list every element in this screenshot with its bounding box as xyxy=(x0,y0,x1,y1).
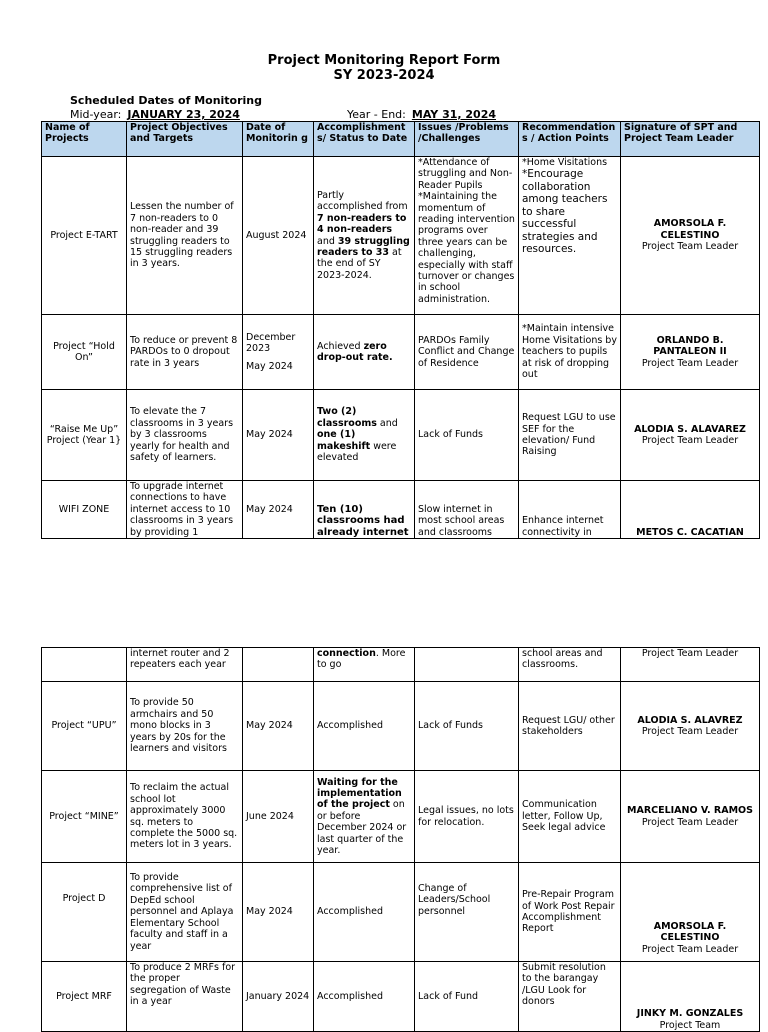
project-objective: internet router and 2 repeaters each year xyxy=(127,648,243,682)
acc-text: on or before December 2024 or last quarter of the year. xyxy=(317,799,407,857)
recommendations: Submit resolution to the barangay /LGU Look for donors xyxy=(519,962,621,1032)
recommendations xyxy=(519,157,621,315)
project-objective: To reclaim the actual school lot approximately 3000 sq. meters to complete the 5000 sq. meters lot in 3 years. xyxy=(127,771,243,863)
date-a: December 2023 xyxy=(246,331,296,355)
form-title: Project Monitoring Report Form xyxy=(267,53,501,68)
acc-text: and xyxy=(376,417,398,429)
project-name: Project “MINE” xyxy=(42,771,127,863)
col-header-objectives: Project Objectives and Targets xyxy=(127,122,243,157)
accomplishment xyxy=(314,648,415,682)
project-name: Project “Hold On” xyxy=(42,315,127,390)
report-table-page2 xyxy=(41,647,760,1032)
recommendations: Request LGU to use SEF for the elevation/ Fund Raising xyxy=(519,390,621,481)
midyear-date: JANUARY 23, 2024 xyxy=(127,108,240,121)
monitoring-date: May 2024 xyxy=(243,481,314,539)
yearend-line xyxy=(347,108,496,121)
signatory-name: ALODIA S. ALAVREZ xyxy=(637,714,743,726)
col-header-issues: Issues /Problems /Challenges xyxy=(415,122,519,157)
signature xyxy=(621,390,760,481)
accomplishment xyxy=(314,390,415,481)
signature xyxy=(621,771,760,863)
table-row xyxy=(42,315,760,390)
project-objective: To provide 50 armchairs and 50 mono blocks in 3 years by 20s for the learners and visitors xyxy=(127,682,243,771)
acc-bold: zero drop-out rate. xyxy=(317,340,393,363)
monitoring-date: August 2024 xyxy=(243,157,314,315)
form-subtitle: SY 2023-2024 xyxy=(333,68,435,83)
signature xyxy=(621,682,760,771)
project-objective: To elevate the 7 classrooms in 3 years by 3 classrooms yearly for health and safety of learners. xyxy=(127,390,243,481)
col-header-signature: Signature of SPT and Project Team Leader xyxy=(621,122,760,157)
signatory-role: Project Team Leader xyxy=(641,357,739,369)
acc-bold: Two (2) classrooms xyxy=(317,406,377,429)
issues: Change of Leaders/School personnel xyxy=(415,863,519,962)
project-name: Project “UPU” xyxy=(42,682,127,771)
signatory-role: Project Team Leader xyxy=(641,726,739,737)
acc-bold: Waiting for the implementation of the project xyxy=(317,776,402,811)
recommendations: Pre-Repair Program of Work Post Repair Accomplishment Report xyxy=(519,863,621,962)
signatory-name: ALODIA S. ALAVAREZ xyxy=(634,423,746,435)
table-row xyxy=(42,682,760,771)
monitoring-date: May 2024 xyxy=(243,863,314,962)
issues: *Attendance of struggling and Non-Reader Pupils *Maintaining the momentum of reading intervention programs over three years can be challenging, especially with staff turnover or changes in school administration. xyxy=(415,157,519,315)
col-header-accomplishments: Accomplishment s/ Status to Date xyxy=(314,122,415,157)
signature xyxy=(621,962,760,1032)
table-row xyxy=(42,157,760,315)
signatory-role: Project Team Leader xyxy=(641,943,739,955)
issues: Slow internet in most school areas and classrooms xyxy=(415,481,519,539)
monitoring-date xyxy=(243,315,314,390)
issues: PARDOs Family Conflict and Change of Residence xyxy=(415,315,519,390)
signatory-role: Project Team Leader xyxy=(641,648,739,659)
signature xyxy=(621,157,760,315)
yearend-date: MAY 31, 2024 xyxy=(411,108,497,121)
scheduled-dates-label: Scheduled Dates of Monitoring xyxy=(70,94,263,107)
table-row xyxy=(42,771,760,863)
project-name: “Raise Me Up” Project (Year 1} xyxy=(42,390,127,481)
table-row xyxy=(42,648,760,682)
signatory-name: AMORSOLA F. CELESTINO xyxy=(653,920,727,944)
acc-text: at the end of SY 2023-2024. xyxy=(317,246,402,281)
signatory-name: ORLANDO B. PANTALEON II xyxy=(653,334,727,358)
table-row xyxy=(42,390,760,481)
signatory-name: JINKY M. GONZALES xyxy=(636,1008,744,1020)
recommendations: Enhance internet connectivity in xyxy=(519,481,621,539)
project-objective: To reduce or prevent 8 PARDOs to 0 dropout rate in 3 years xyxy=(127,315,243,390)
table-row xyxy=(42,962,760,1032)
project-name: Project E-TART xyxy=(42,157,127,315)
project-objective: To produce 2 MRFs for the proper segregation of Waste in a year xyxy=(127,962,243,1032)
signatory-name: METOS C. CACATIAN xyxy=(636,526,744,538)
acc-bold: connection xyxy=(317,648,376,659)
rec-text: *Encourage collaboration among teachers to share successful strategies and resources. xyxy=(522,168,608,256)
rec-small: *Home Visitations xyxy=(522,157,608,168)
acc-text: . More to go xyxy=(317,648,406,671)
signatory-role: Project Team Leader xyxy=(641,241,739,253)
monitoring-date: May 2024 xyxy=(243,682,314,771)
monitoring-date: June 2024 xyxy=(243,771,314,863)
project-objective: To provide comprehensive list of DepEd school personnel and Aplaya Elementary School faculty and staff in a year xyxy=(127,863,243,962)
signatory-name: AMORSOLA F. CELESTINO xyxy=(653,218,727,241)
acc-text: Partly accomplished from xyxy=(317,189,408,213)
issues: Legal issues, no lots for relocation. xyxy=(415,771,519,863)
recommendations: school areas and classrooms. xyxy=(519,648,621,682)
issues: Lack of Funds xyxy=(415,682,519,771)
project-name: WIFI ZONE xyxy=(42,481,127,539)
recommendations: Request LGU/ other stakeholders xyxy=(519,682,621,771)
monitoring-date xyxy=(243,648,314,682)
monitoring-date: January 2024 xyxy=(243,962,314,1032)
col-header-recommendations: Recommendations / Action Points xyxy=(519,122,621,157)
accomplishment xyxy=(314,771,415,863)
accomplishment xyxy=(314,481,415,539)
accomplishment: Accomplished xyxy=(314,682,415,771)
signatory-role: Project Team Leader xyxy=(641,816,739,828)
report-table-page1 xyxy=(41,121,760,539)
issues xyxy=(415,648,519,682)
accomplishment: Accomplished xyxy=(314,962,415,1032)
acc-text: were elevated xyxy=(317,440,397,464)
project-name xyxy=(42,648,127,682)
issues: Lack of Fund xyxy=(415,962,519,1032)
signature xyxy=(621,863,760,962)
signature xyxy=(621,315,760,390)
midyear-line xyxy=(70,108,240,121)
yearend-label: Year - End: xyxy=(347,108,406,121)
acc-bold: 39 struggling readers to 33 xyxy=(317,235,410,258)
recommendations: Communication letter, Follow Up, Seek legal advice xyxy=(519,771,621,863)
monitoring-date: May 2024 xyxy=(243,390,314,481)
table-row xyxy=(42,863,760,962)
acc-bold: Ten (10) classrooms had already internet xyxy=(317,503,409,538)
accomplishment: Accomplished xyxy=(314,863,415,962)
col-header-name: Name of Projects xyxy=(42,122,127,157)
acc-text: and xyxy=(317,235,338,247)
table-header-row xyxy=(42,122,760,157)
table-row xyxy=(42,481,760,539)
accomplishment xyxy=(314,315,415,390)
recommendations: *Maintain intensive Home Visitations by teachers to pupils at risk of dropping out xyxy=(519,315,621,390)
accomplishment xyxy=(314,157,415,315)
project-objective: To upgrade internet connections to have internet access to 10 classrooms in 3 years by providing 1 xyxy=(127,481,243,539)
signature xyxy=(621,481,760,539)
date-b: May 2024 xyxy=(246,360,293,372)
signatory-name: MARCELIANO V. RAMOS xyxy=(627,805,753,817)
acc-text: Achieved xyxy=(317,340,364,352)
col-header-date: Date of Monitorin g xyxy=(243,122,314,157)
signature xyxy=(621,648,760,682)
signatory-role: Project Team xyxy=(659,1019,721,1031)
issues: Lack of Funds xyxy=(415,390,519,481)
acc-bold: one (1) makeshift xyxy=(317,429,371,452)
project-objective: Lessen the number of 7 non-readers to 0 non-reader and 39 struggling readers to 15 struggling readers in 3 years. xyxy=(127,157,243,315)
acc-bold: 7 non-readers to 4 non-readers xyxy=(317,212,407,236)
project-name: Project MRF xyxy=(42,962,127,1032)
project-name: Project D xyxy=(42,863,127,962)
midyear-label: Mid-year: xyxy=(70,108,122,121)
signatory-role: Project Team Leader xyxy=(641,435,739,446)
